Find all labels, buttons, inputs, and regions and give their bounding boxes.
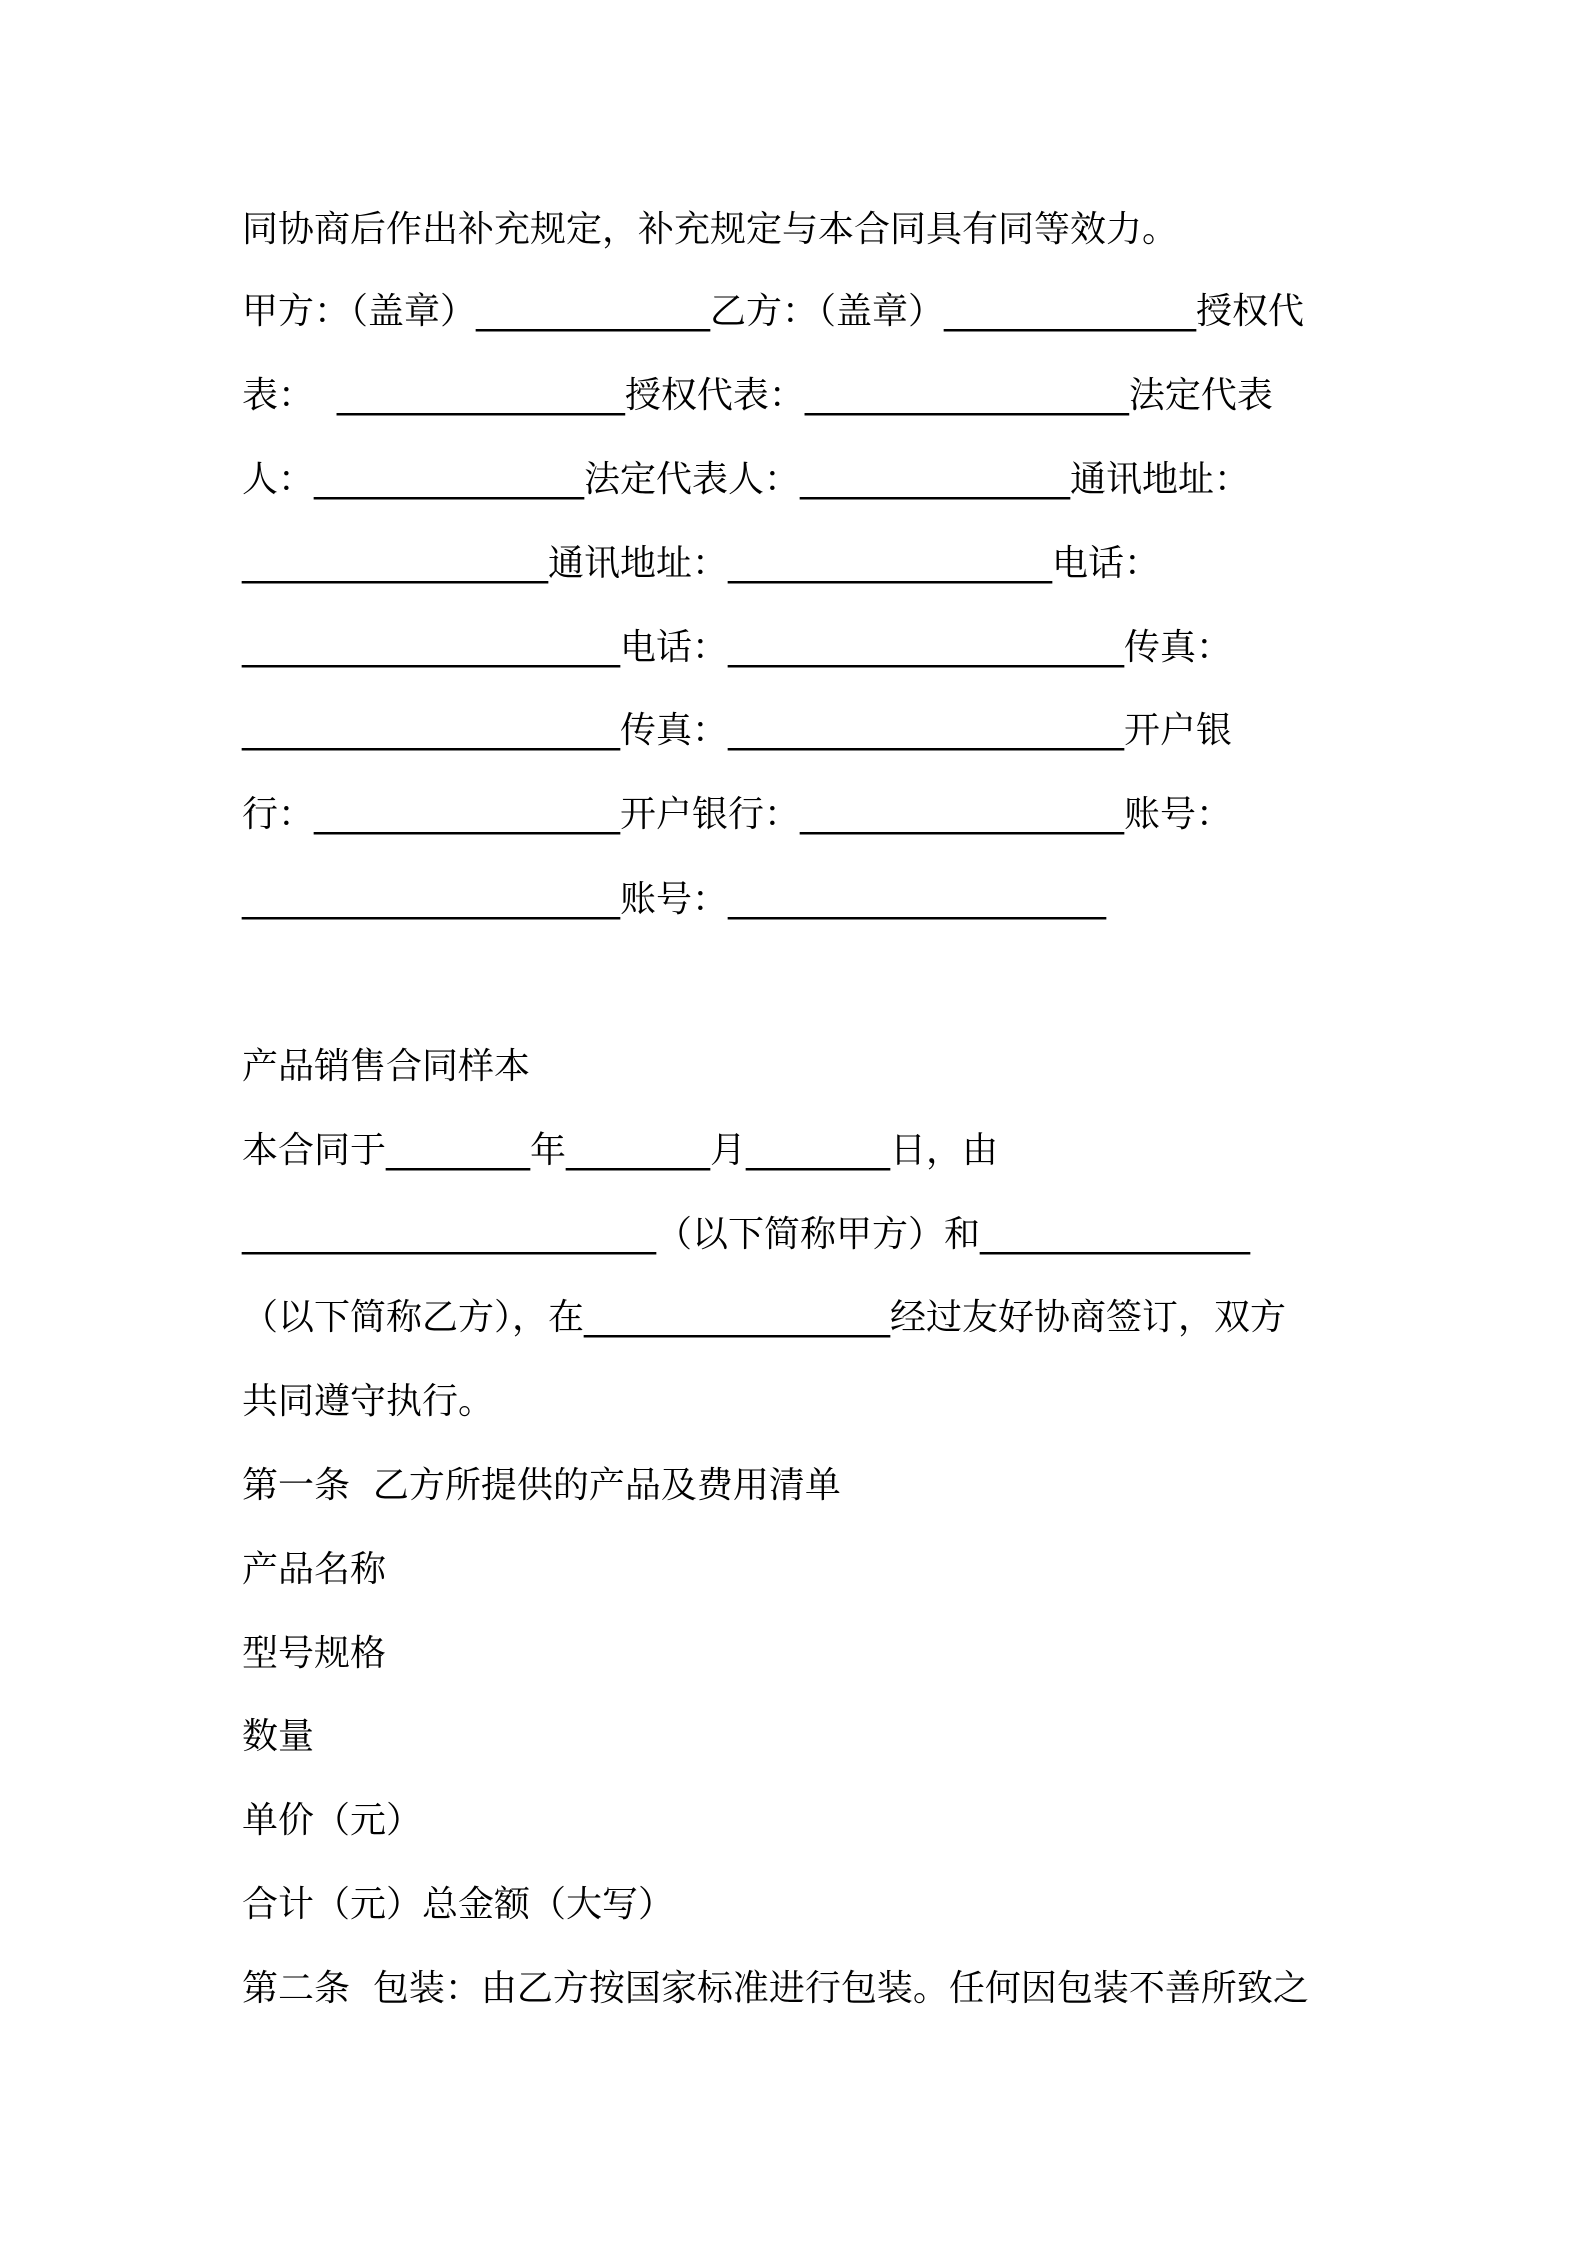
signature-account-line: _____________________账号：_____________________ bbox=[242, 879, 1107, 920]
clause-supplementary-effect-text: 同协商后作出补充规定，补充规定与本合同具有同等效力。 bbox=[242, 209, 1179, 250]
contract-location-line: （以下简称乙方），在_________________经过友好协商签订，双方 bbox=[242, 1297, 1287, 1338]
signature-authorized-rep-line: 表： ________________授权代表：__________________法定代表 bbox=[242, 375, 1273, 416]
article-one-heading: 第一条 乙方所提供的产品及费用清单 bbox=[242, 1465, 841, 1506]
document-title: 产品销售合同样本 bbox=[242, 1046, 531, 1087]
contract-compliance-line: 共同遵守执行。 bbox=[242, 1381, 495, 1422]
quantity-label: 数量 bbox=[242, 1716, 315, 1757]
signature-fax-line: _____________________传真：______________________开户银 bbox=[242, 710, 1233, 751]
contract-parties-line: _______________________（以下简称甲方）和_______________ bbox=[242, 1214, 1251, 1255]
signature-party-seal-line: 甲方：（盖章）_____________乙方：（盖章）______________授权代 bbox=[242, 291, 1305, 332]
signature-legal-rep-line: 人：_______________法定代表人：_______________通讯地址： bbox=[242, 459, 1251, 500]
total-amount-label: 合计（元）总金额（大写） bbox=[242, 1884, 675, 1925]
model-spec-label: 型号规格 bbox=[242, 1633, 387, 1674]
product-name-label: 产品名称 bbox=[242, 1549, 387, 1590]
signature-bank-line: 行：_________________开户银行：__________________账号： bbox=[242, 794, 1233, 835]
signature-phone-line: _____________________电话：______________________传真： bbox=[242, 627, 1233, 668]
article-two-packaging-text: 第二条 包装：由乙方按国家标准进行包装。任何因包装不善所致之 bbox=[242, 1968, 1309, 2009]
signature-address-line: _________________通讯地址：__________________电话： bbox=[242, 543, 1161, 584]
unit-price-label: 单价（元） bbox=[242, 1800, 423, 1841]
contract-date-line: 本合同于________年________月________日，由 bbox=[242, 1130, 999, 1171]
